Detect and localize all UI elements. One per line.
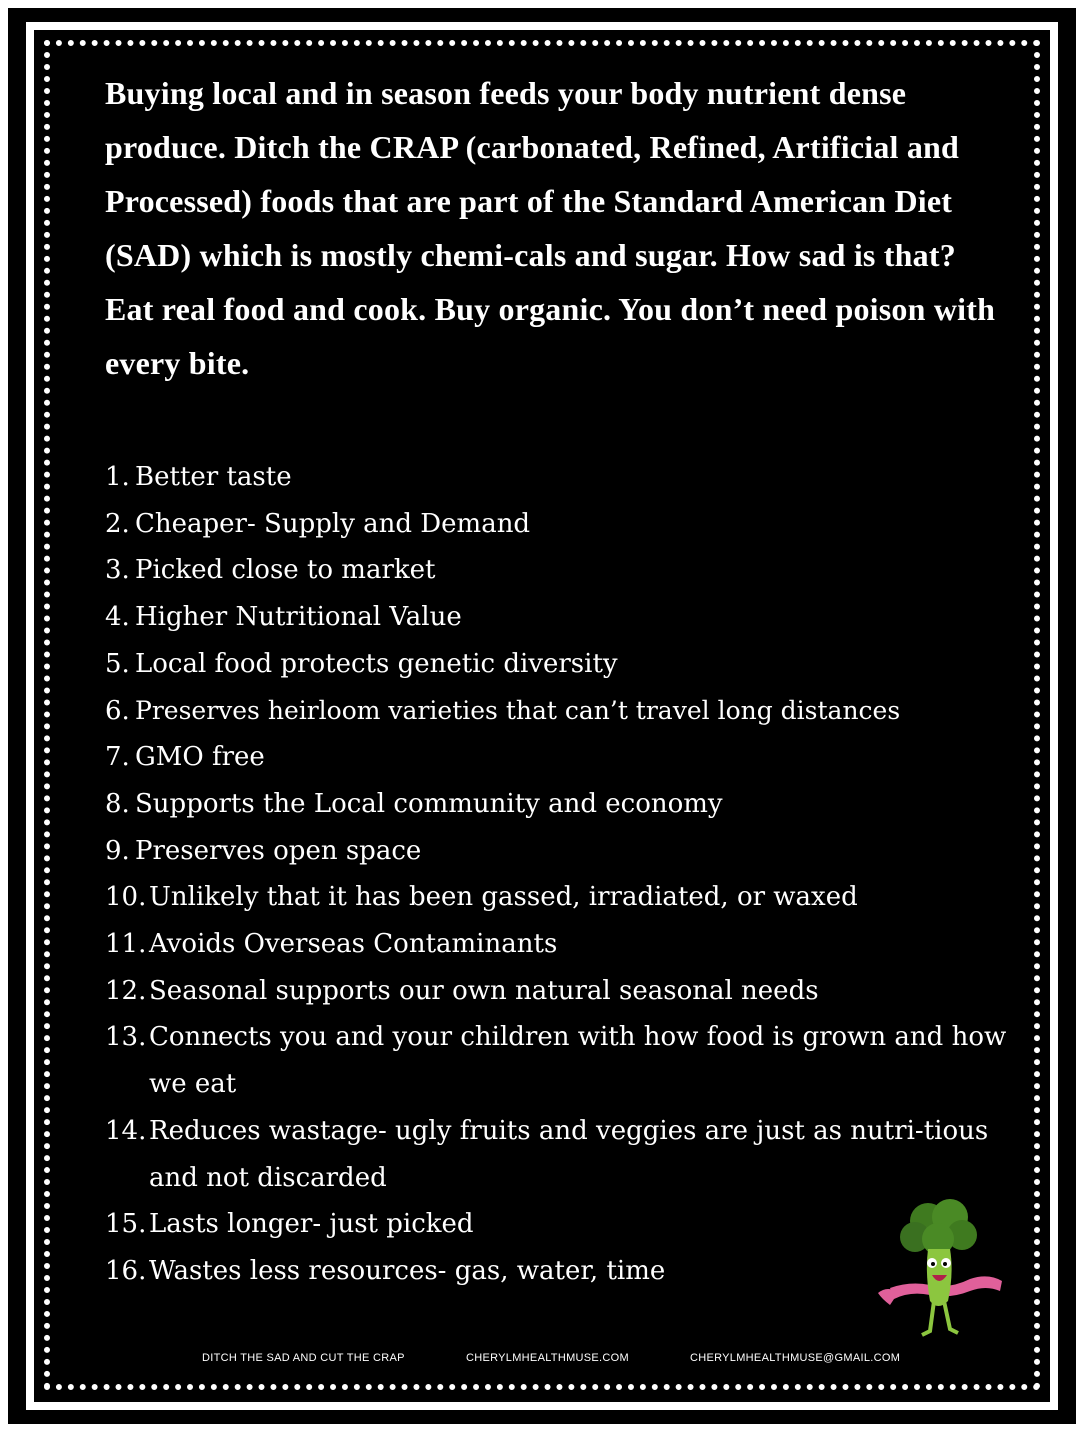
footer-email: CHERYLMHEALTHMUSE@GMAIL.COM [690, 1352, 901, 1364]
item-text: Higher Nutritional Value [135, 602, 462, 633]
item-text: Better taste [135, 462, 292, 492]
footer-website: CHERYLMHEALTHMUSE.COM [466, 1352, 629, 1364]
list-item [105, 688, 1015, 735]
list-item [105, 501, 1015, 548]
item-number: 9. [105, 835, 130, 866]
list-item [105, 921, 1015, 968]
list-item [105, 547, 1015, 594]
item-number: 6. [105, 695, 130, 726]
item-text: Preserves open space [135, 835, 422, 866]
item-number: 11. [105, 929, 147, 960]
item-text: Picked close to market [135, 555, 436, 586]
item-number: 4. [105, 602, 130, 633]
item-text: Wastes less resources- gas, water, time [149, 1255, 666, 1286]
item-number: 7. [105, 742, 130, 773]
item-text: Lasts longer- just picked [149, 1209, 474, 1240]
list-item [105, 828, 1015, 875]
list-item [105, 781, 1015, 828]
item-number: 15. [105, 1209, 147, 1240]
item-number: 8. [105, 788, 130, 819]
flyer-page [8, 8, 1076, 1424]
item-number: 10. [105, 882, 147, 913]
item-number: 3. [105, 555, 130, 586]
item-text: Reduces wastage- ugly fruits and veggies are just as nutri-tious and not discarded [149, 1115, 989, 1193]
list-item [105, 641, 1015, 688]
item-text: Cheaper- Supply and Demand [135, 508, 531, 539]
item-number: 14. [105, 1115, 147, 1146]
list-item [105, 874, 1015, 921]
item-text: Connects you and your children with how food is grown and how we eat [149, 1022, 1007, 1100]
item-text: GMO free [135, 742, 265, 773]
item-text: Supports the Local community and economy [135, 788, 723, 819]
item-number: 2. [105, 508, 130, 539]
benefits-list [105, 454, 1015, 1295]
list-item [105, 734, 1015, 781]
list-item [105, 1108, 1015, 1201]
list-item [105, 1014, 1015, 1107]
item-number: 12. [105, 975, 147, 1006]
item-text: Avoids Overseas Contaminants [149, 929, 558, 960]
item-text: Seasonal supports our own natural seasonal needs [149, 975, 819, 1006]
item-text: Preserves heirloom varieties that can’t travel long distances [135, 695, 901, 725]
item-number: 16. [105, 1255, 147, 1286]
broccoli-mascot-icon [870, 1193, 1010, 1353]
intro-paragraph: Buying local and in season feeds your body nutrient dense produce. Ditch the CRAP (carbonated, Refined, Artificial and Processed) foods that are part of the Standard American Diet (SAD) which is mostly chemi-cals and sugar. How sad is that? Eat real food and cook. Buy organic. You don’t need poison with every bite. [105, 75, 996, 381]
item-number: 13. [105, 1022, 147, 1053]
item-text: Local food protects genetic diversity [135, 648, 618, 679]
item-number: 1. [105, 462, 130, 492]
item-number: 5. [105, 648, 130, 679]
list-item [105, 454, 1015, 501]
item-text: Unlikely that it has been gassed, irradiated, or waxed [149, 882, 858, 913]
footer-slogan: DITCH THE SAD AND CUT THE CRAP [202, 1352, 405, 1364]
list-item [105, 594, 1015, 641]
list-item [105, 968, 1015, 1015]
